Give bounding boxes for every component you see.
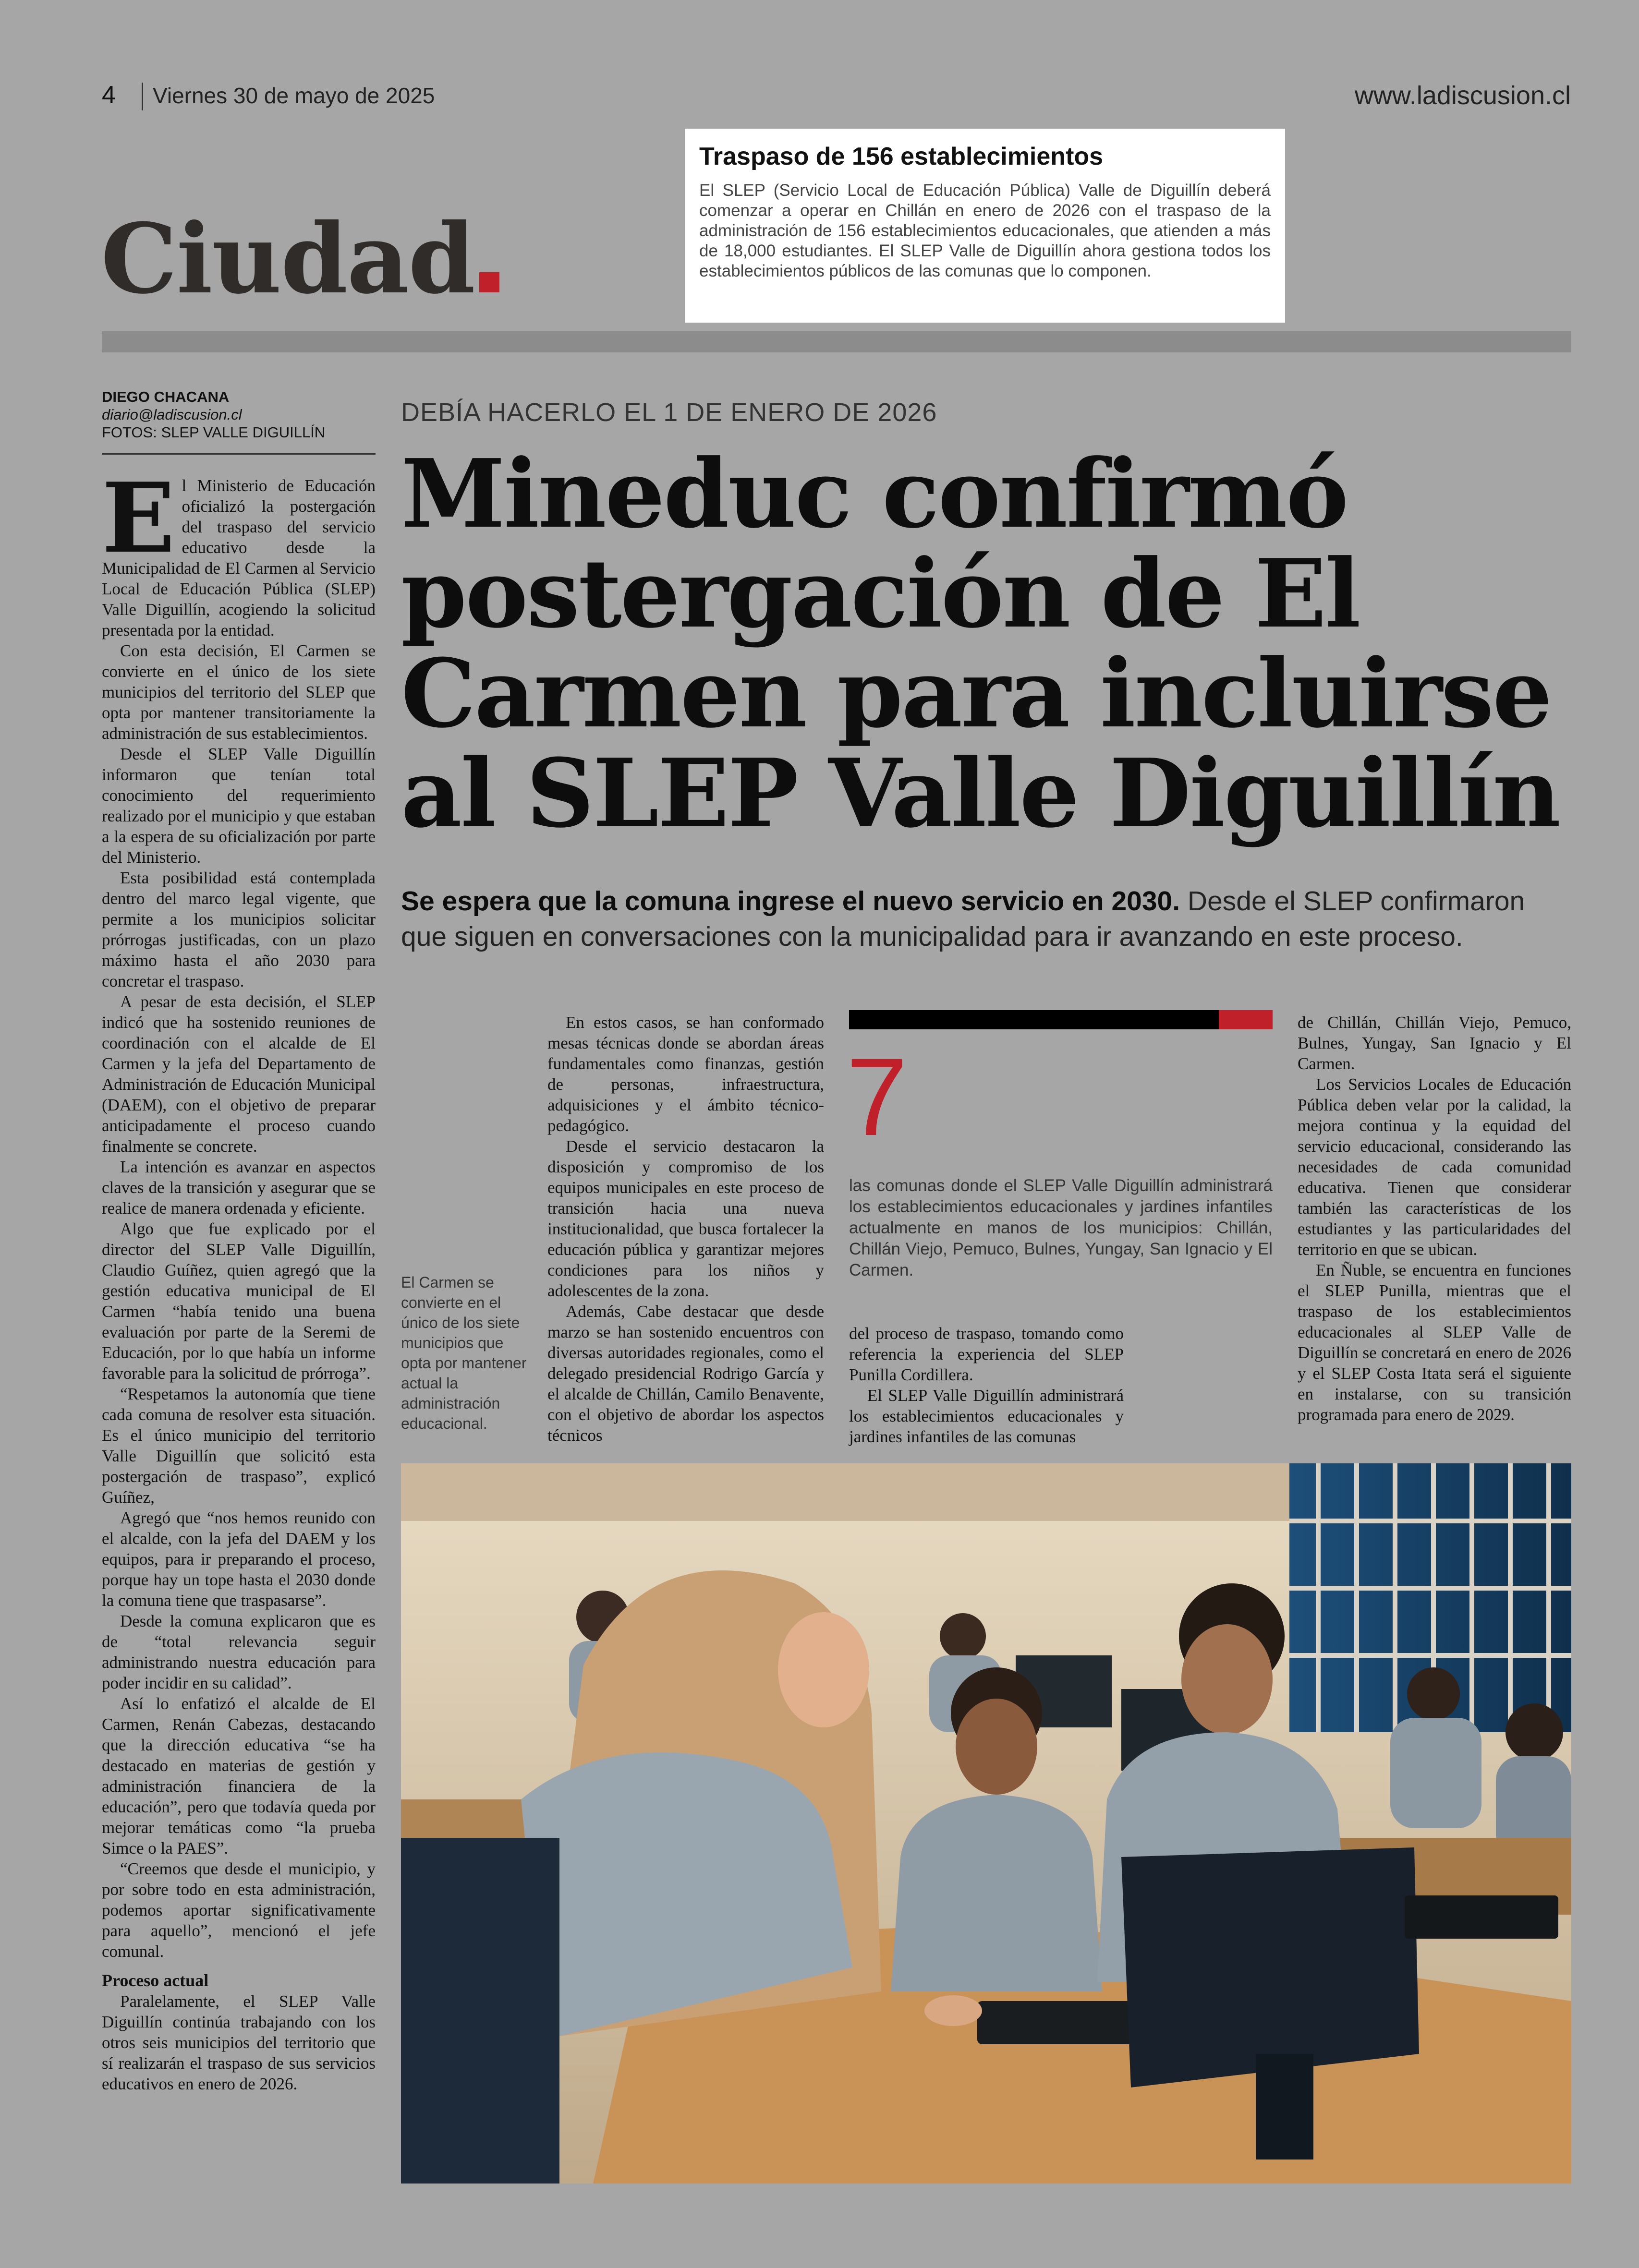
right-column bbox=[1298, 1012, 1571, 1425]
subheading-bold: Se espera que la comuna ingrese el nuevo servicio en 2030. bbox=[401, 886, 1180, 917]
body-paragraph: El SLEP Valle Diguillín administrará los establecimientos educacionales y jardines infantiles de las comunas bbox=[849, 1386, 1124, 1446]
stat-bar bbox=[849, 1010, 1219, 1029]
body-paragraph: l Ministerio de Educación oficializó la postergación del traspaso del servicio educativo desde la Municipalidad de El Carmen al Servicio Local de Educación Pública (SLEP) Valle Diguillín, acogiendo la solicitud presentada por la entidad. bbox=[102, 476, 376, 639]
left-column bbox=[102, 462, 376, 2094]
body-paragraph: “Creemos que desde el municipio, y por sobre todo en esta administración, podemos aportar significativamente para aquello”, mencionó el jefe comunal. bbox=[102, 1859, 376, 1961]
section-dot-icon bbox=[479, 272, 499, 292]
site-url[interactable]: www.ladiscusion.cl bbox=[1354, 81, 1571, 110]
body-paragraph: Paralelamente, el SLEP Valle Diguillín continúa trabajando con los otros seis municipios del territorio que sí realizarán el traspaso de sus servicios educativos en enero de 2026. bbox=[102, 1992, 376, 2093]
middle-column bbox=[547, 1012, 824, 1446]
classroom-photo bbox=[401, 1463, 1571, 2184]
header-date: Viernes 30 de mayo de 2025 bbox=[153, 83, 435, 108]
body-paragraph: Desde la comuna explicaron que es de “total relevancia seguir administrando nuestra educación para poder incidir en su calidad”. bbox=[102, 1612, 376, 1692]
headline: Mineduc confirmó postergación de El Carmen para incluirse al SLEP Valle Diguillín bbox=[401, 439, 1560, 849]
stat-bar-accent bbox=[1219, 1010, 1273, 1029]
body-paragraph: Además, Cabe destacar que desde marzo se han sostenido encuentros con diversas autoridades regionales, como el delegado presidencial Rodrigo García y el alcalde de Chillán, Camilo Benavente, con el objetivo de abordar los aspectos técnicos bbox=[547, 1302, 824, 1445]
kicker: DEBÍA HACERLO EL 1 DE ENERO DE 2026 bbox=[401, 398, 937, 427]
body-paragraph: Agregó que “nos hemos reunido con el alcalde, con la jefa del DAEM y los equipos, para ir preparando el proceso, porque hay un tope hasta el 2030 donde la comuna tiene que traspasarse”. bbox=[102, 1508, 376, 1610]
subheading-rest: Desde el SLEP confirmaron que siguen en conversaciones con la municipalidad para ir avanzando en este proceso. bbox=[401, 886, 1525, 952]
body-paragraph: Algo que fue explicado por el director del SLEP Valle Diguillín, Claudio Guíñez, quien agregó que la gestión educativa municipal de El Carmen “había tenido una buena evaluación por parte de la Seremi de Educación, por lo que había un informe favorable para la solicitud de prórroga”. bbox=[102, 1219, 376, 1383]
byline-rule bbox=[102, 453, 376, 455]
body-paragraph: “Respetamos la autonomía que tiene cada comuna de resolver esta situación. Es el único municipio del territorio Valle Diguillín que solicitó esta postergación de traspaso”, explicó Guíñez, bbox=[102, 1385, 376, 1507]
body-paragraph: La intención es avanzar en aspectos claves de la transición y asegurar que se realice de manera ordenada y eficiente. bbox=[102, 1158, 376, 1218]
body-paragraph: del proceso de traspaso, tomando como referencia la experiencia del SLEP Punilla Cordillera. bbox=[849, 1324, 1124, 1384]
traspaso-box bbox=[685, 129, 1285, 323]
body-paragraph: Así lo enfatizó el alcalde de El Carmen, Renán Cabezas, destacando que la dirección educativa “se ha destacado en materias de gestión y administración financiera de la educación”, pero que todavía queda por mejorar temáticas como “la prueba Simce o la PAES”. bbox=[102, 1694, 376, 1858]
body-paragraph: de Chillán, Chillán Viejo, Pemuco, Bulnes, Yungay, San Ignacio y El Carmen. bbox=[1298, 1013, 1571, 1073]
subheading bbox=[401, 883, 1573, 954]
body-paragraph: Desde el servicio destacaron la disposición y compromiso de los equipos municipales en este proceso de transición hacia una nueva institucionalidad, que busca fortalecer la educación pública y garantizar mejores condiciones para los niños y adolescentes de la zona. bbox=[547, 1137, 824, 1300]
header-divider bbox=[142, 83, 143, 110]
section-title bbox=[101, 203, 499, 315]
stat-number: 7 bbox=[846, 1035, 908, 1158]
body-paragraph: Los Servicios Locales de Educación Pública deben velar por la calidad, la mejora continua y la equidad del servicio educacional, considerando las necesidades de cada comunidad educativa. Tienen que considerar también las características de los estudiantes y las particularidades del territorio en que se ubican. bbox=[1298, 1075, 1571, 1259]
body-paragraph: En Ñuble, se encuentra en funciones el SLEP Punilla, mientras que el traspaso de los establecimientos educacionales al SLEP Valle de Diguillín se concretará en enero de 2026 y el SLEP Costa Itata será el siguiente en instalarse, con su transición programada para enero de 2029. bbox=[1298, 1261, 1571, 1424]
article-photo bbox=[401, 1463, 1571, 2184]
photo-caption: El Carmen se convierte en el único de los siete municipios que opta por mantener actual la administración educacional. bbox=[401, 1274, 527, 1432]
section-rule bbox=[102, 331, 1571, 352]
author-email[interactable]: diario@ladiscusion.cl bbox=[102, 406, 242, 423]
body-paragraph: A pesar de esta decisión, el SLEP indicó que ha sostenido reuniones de coordinación con el alcalde de El Carmen y la jefa del Departamento de Administración de Educación Municipal (DAEM), con el objetivo de preparar anticipadamente el proceso cuando finalmente se concrete. bbox=[102, 992, 376, 1156]
traspaso-body: El SLEP (Servicio Local de Educación Pública) Valle de Diguillín deberá comenzar a operar en Chillán en enero de 2026 con el traspaso de la administración de 156 establecimientos educacionales, que atienden a más de 18,000 estudiantes. El SLEP Valle de Diguillín ahora gestiona todos los establecimientos públicos de las comunas que lo componen. bbox=[699, 181, 1271, 280]
photo-credit: FOTOS: SLEP VALLE DIGUILLÍN bbox=[102, 424, 326, 441]
byline bbox=[102, 388, 325, 441]
body-paragraph: En estos casos, se han conformado mesas técnicas donde se abordan áreas fundamentales como finanzas, gestión de personas, infraestructura, adquisiciones y el ámbito técnico-pedagógico. bbox=[547, 1013, 824, 1135]
section-title-text: Ciudad bbox=[101, 203, 474, 315]
traspaso-title: Traspaso de 156 establecimientos bbox=[699, 143, 1104, 170]
subhead-proceso: Proceso actual bbox=[102, 1971, 209, 1990]
author-name: DIEGO CHACANA bbox=[102, 388, 230, 405]
page-number: 4 bbox=[102, 81, 116, 109]
body-paragraph: Con esta decisión, El Carmen se convierte en el único de los siete municipios del territorio del SLEP que opta por mantener transitoriamente la administración de sus establecimientos. bbox=[102, 641, 376, 743]
body-paragraph: Desde el SLEP Valle Diguillín informaron que tenían total conocimiento del requerimiento realizado por el municipio y que estaban a la espera de su oficialización por parte del Ministerio. bbox=[102, 745, 376, 867]
drop-cap: E bbox=[102, 462, 175, 575]
stat-text: las comunas donde el SLEP Valle Diguillín administrará los establecimientos educacionales y jardines infantiles actualmente en manos de los municipios: Chillán, Chillán Viejo, Pemuco, Bulnes, Yungay, San Ignacio y El Carmen. bbox=[849, 1176, 1273, 1279]
body-paragraph: Esta posibilidad está contemplada dentro del marco legal vigente, que permite a los municipios solicitar prórrogas justificadas, con un plazo máximo hasta el año 2030 para concretar el traspaso. bbox=[102, 869, 376, 990]
continued-column bbox=[849, 1323, 1124, 1447]
